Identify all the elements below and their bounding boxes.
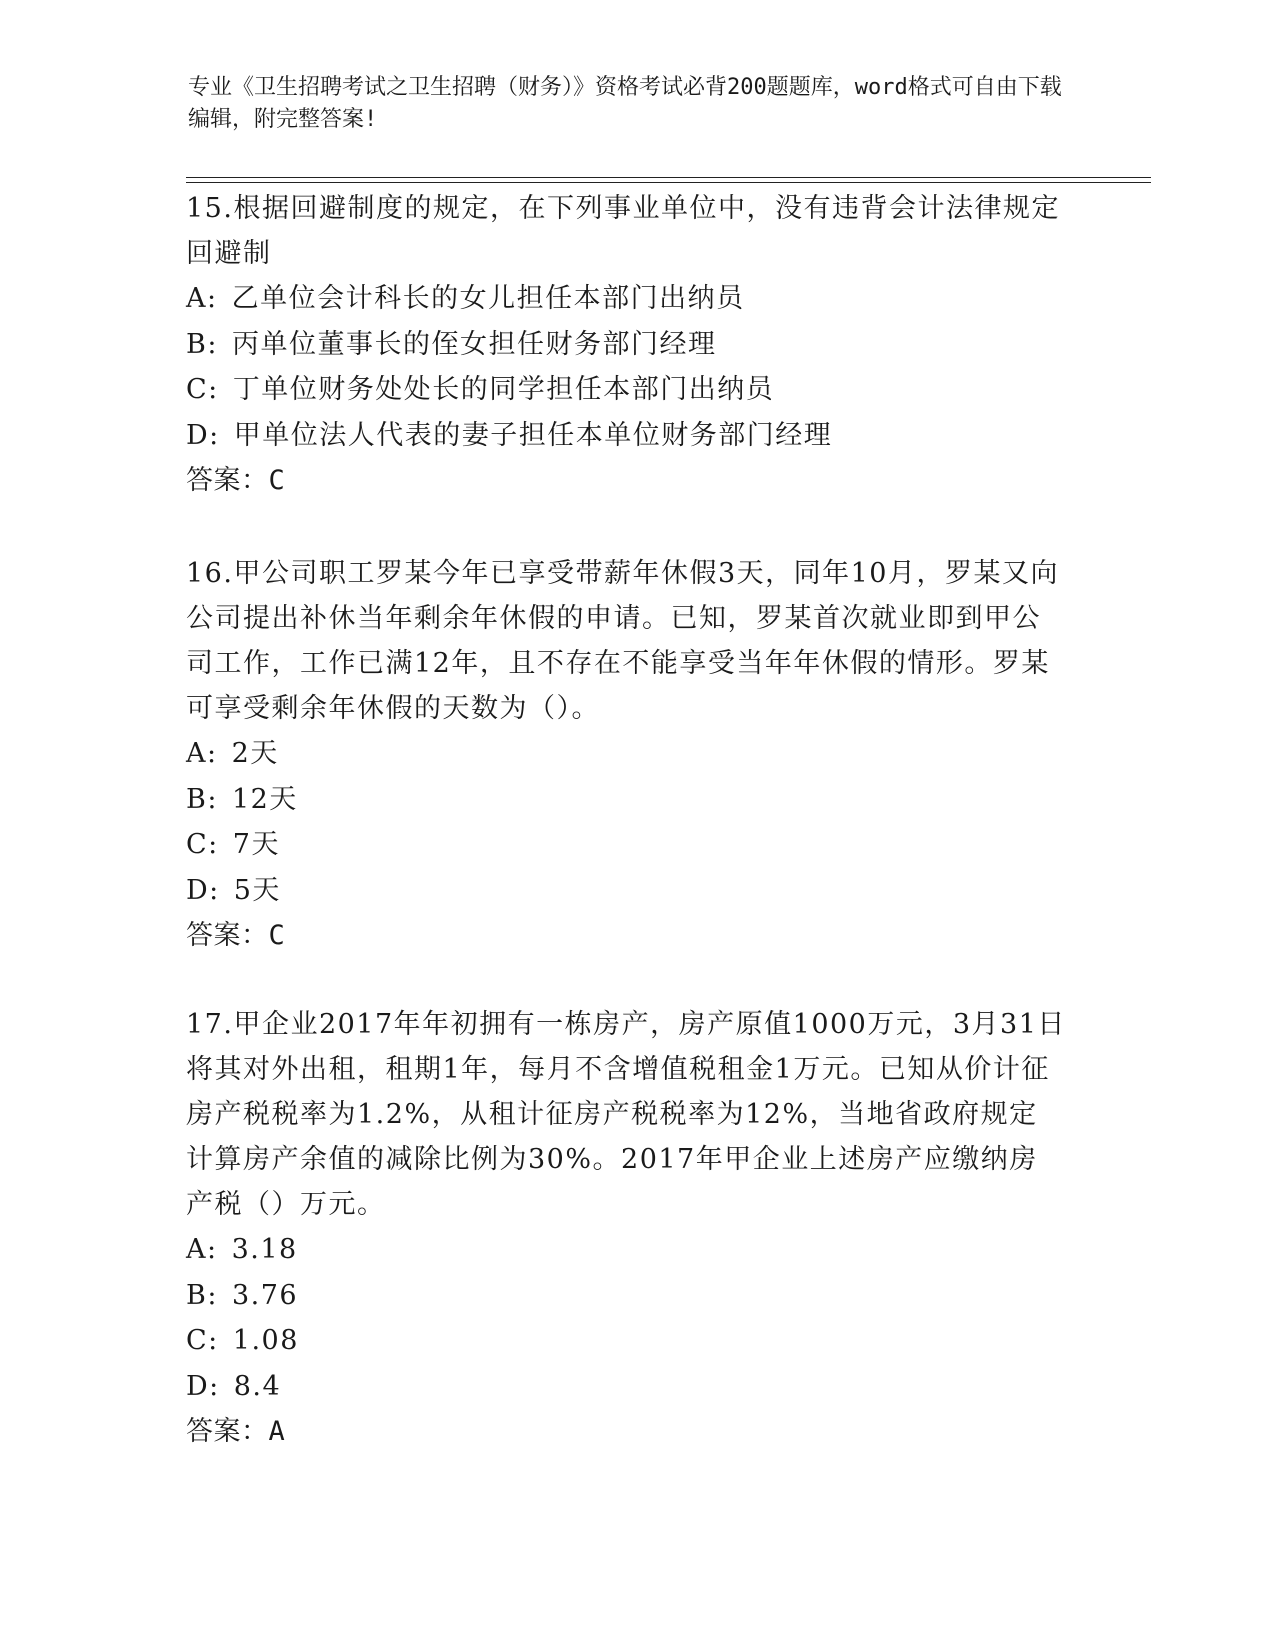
question-stem: 15.根据回避制度的规定，在下列事业单位中，没有违背会计法律规定回避制 xyxy=(186,193,1060,269)
option-key: D: xyxy=(186,1370,220,1402)
option-text: 8.4 xyxy=(233,1370,282,1402)
option-key: B: xyxy=(186,1279,218,1311)
option-c xyxy=(186,367,1066,413)
option-text: 5天 xyxy=(233,874,281,906)
option-text: 甲单位法人代表的妻子担任本单位财务部门经理 xyxy=(233,419,833,451)
answer-label: 答案：C xyxy=(186,465,286,496)
option-text: 12天 xyxy=(231,783,298,815)
option-a xyxy=(186,731,1066,777)
option-c xyxy=(186,1318,1066,1364)
option-key: B: xyxy=(186,783,218,815)
option-text: 3.18 xyxy=(231,1234,298,1265)
header-text: 专业《卫生招聘考试之卫生招聘（财务）》资格考试必背200题题库，word格式可自由下载编辑，附完整答案! xyxy=(188,75,1062,132)
question-16 xyxy=(186,551,1066,958)
option-key: A: xyxy=(186,1234,218,1265)
option-key: B: xyxy=(186,328,218,360)
option-text: 乙单位会计科长的女儿担任本部门出纳员 xyxy=(231,283,745,314)
header-divider-top xyxy=(186,177,1151,178)
option-d xyxy=(186,413,1066,459)
option-key: C: xyxy=(186,1325,219,1356)
option-d xyxy=(186,1364,1066,1410)
option-text: 2天 xyxy=(231,738,279,769)
option-a xyxy=(186,276,1066,322)
option-text: 丙单位董事长的侄女担任财务部门经理 xyxy=(231,328,717,360)
option-key: A: xyxy=(186,283,218,314)
option-key: D: xyxy=(186,419,220,451)
option-d xyxy=(186,868,1066,914)
question-stem: 17.甲企业2017年年初拥有一栋房产，房产原值1000万元，3月31日将其对外出租，租期1年，每月不含增值税租金1万元。已知从价计征房产税税率为1.2%，从租计征房产税税率为12%，当地省政府规定计算房产余值的减除比例为30%。2017年甲企业上述房产应缴纳房产税（）万元。 xyxy=(186,1009,1066,1220)
answer-label: 答案：A xyxy=(186,1416,286,1447)
answer-label: 答案：C xyxy=(186,920,286,951)
option-key: C: xyxy=(186,829,219,860)
option-text: 7天 xyxy=(232,829,280,860)
header-divider-bottom xyxy=(186,182,1151,183)
option-b xyxy=(186,322,1066,368)
option-key: D: xyxy=(186,874,220,906)
option-key: A: xyxy=(186,738,218,769)
question-stem: 16.甲公司职工罗某今年已享受带薪年休假3天，同年10月，罗某又向公司提出补休当年剩余年休假的申请。已知，罗某首次就业即到甲公司工作，工作已满12年，且不存在不能享受当年年休假的情形。罗某可享受剩余年休假的天数为（）。 xyxy=(186,558,1059,724)
option-text: 1.08 xyxy=(232,1325,299,1356)
option-text: 丁单位财务处处长的同学担任本部门出纳员 xyxy=(232,374,775,405)
question-15 xyxy=(186,186,1066,503)
option-a xyxy=(186,1227,1066,1273)
document-header xyxy=(188,72,1068,136)
option-b xyxy=(186,777,1066,823)
option-key: C: xyxy=(186,374,219,405)
option-b xyxy=(186,1273,1066,1319)
option-c xyxy=(186,822,1066,868)
option-text: 3.76 xyxy=(231,1279,299,1311)
question-17 xyxy=(186,1002,1066,1454)
